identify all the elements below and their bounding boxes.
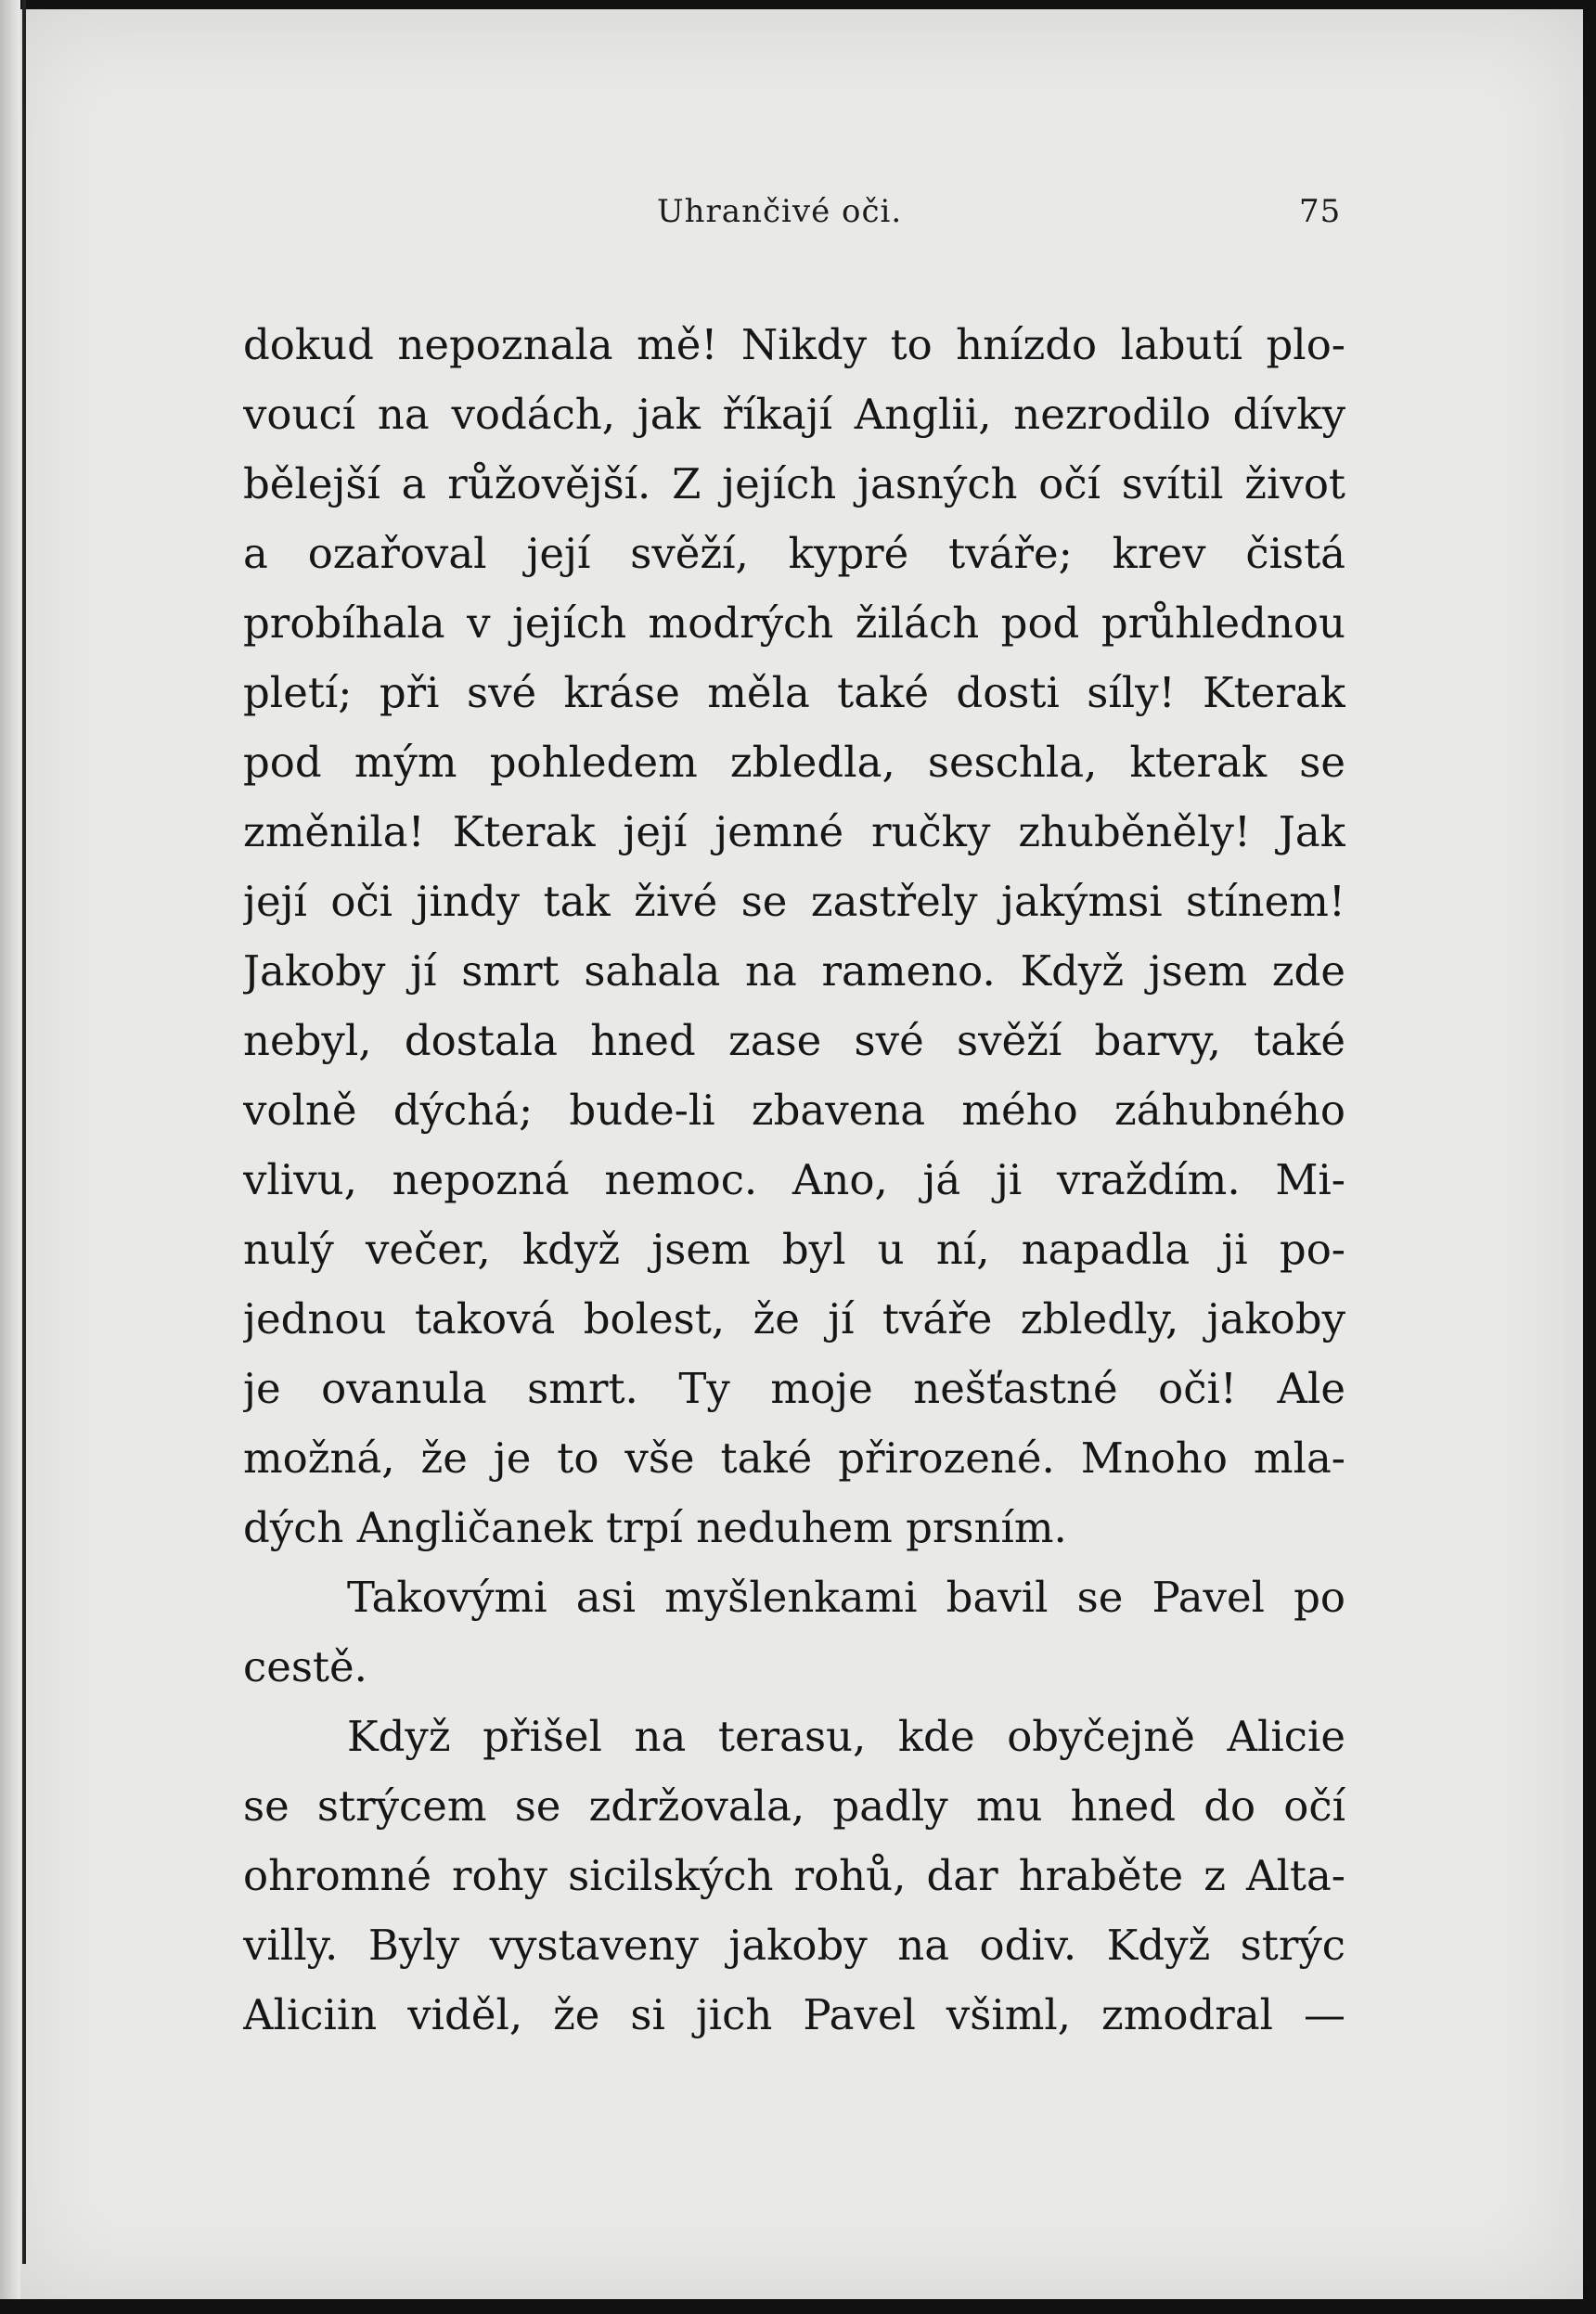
body-text — [243, 310, 1345, 2050]
text-line: vlivu, nepozná nemoc. Ano, já ji vraždím. Mi- — [243, 1155, 1345, 1204]
text-line: voucí na vodách, jak říkají Anglii, nezrodilo dívky — [243, 390, 1345, 439]
text-line: změnila! Kterak její jemné ručky zhuběněly! Jak — [243, 807, 1345, 856]
scan-edge-top — [0, 0, 1596, 9]
running-title: Uhrančivé oči. — [657, 193, 903, 230]
paragraph-first-line: Takovými asi myšlenkami bavil se Pavel po — [347, 1573, 1345, 1622]
text-line: Jakoby jí smrt sahala na rameno. Když jsem zde — [243, 946, 1345, 996]
text-line: a ozařoval její svěží, kypré tváře; krev čistá — [243, 529, 1345, 578]
text-line: pletí; při své kráse měla také dosti síly! Kterak — [243, 668, 1345, 717]
scan-edge-left — [0, 0, 20, 2314]
text-line: ohromné rohy sicilských rohů, dar hraběte z Alta- — [243, 1851, 1345, 1900]
text-line: možná, že je to vše také přirozené. Mnoho mla- — [243, 1433, 1345, 1483]
text-line: je ovanula smrt. Ty moje nešťastné oči! Ale — [243, 1364, 1345, 1413]
text-line: volně dýchá; bude-li zbavena mého záhubného — [243, 1086, 1345, 1135]
text-line: její oči jindy tak živé se zastřely jakýmsi stínem! — [243, 877, 1345, 926]
text-line: Aliciin viděl, že si jich Pavel všiml, zmodral — — [243, 1990, 1345, 2039]
text-line: se strýcem se zdržovala, padly mu hned do očí — [243, 1781, 1345, 1831]
binding-line — [22, 0, 26, 2264]
text-line: probíhala v jejích modrých žilách pod průhlednou — [243, 598, 1345, 648]
paragraph-first-line: Když přišel na terasu, kde obyčejně Alicie — [347, 1712, 1345, 1761]
text-line: bělejší a růžovější. Z jejích jasných očí svítil život — [243, 459, 1345, 508]
text-line: dokud nepoznala mě! Nikdy to hnízdo labutí plo- — [243, 320, 1345, 369]
scan-edge-bottom — [0, 2299, 1596, 2314]
running-head — [0, 193, 1596, 238]
text-line: nulý večer, když jsem byl u ní, napadla ji po- — [243, 1225, 1345, 1274]
text-line: villy. Byly vystaveny jakoby na odiv. Když strýc — [243, 1921, 1345, 1970]
text-line: dých Angličanek trpí neduhem prsním. — [243, 1503, 1067, 1552]
scan-edge-right — [1583, 0, 1596, 2314]
page-number: 75 — [1299, 193, 1342, 230]
text-line: nebyl, dostala hned zase své svěží barvy, také — [243, 1016, 1345, 1065]
text-line: pod mým pohledem zbledla, seschla, kterak se — [243, 738, 1345, 787]
text-line: jednou taková bolest, že jí tváře zbledly, jakoby — [243, 1294, 1345, 1343]
text-line: cestě. — [243, 1642, 367, 1691]
